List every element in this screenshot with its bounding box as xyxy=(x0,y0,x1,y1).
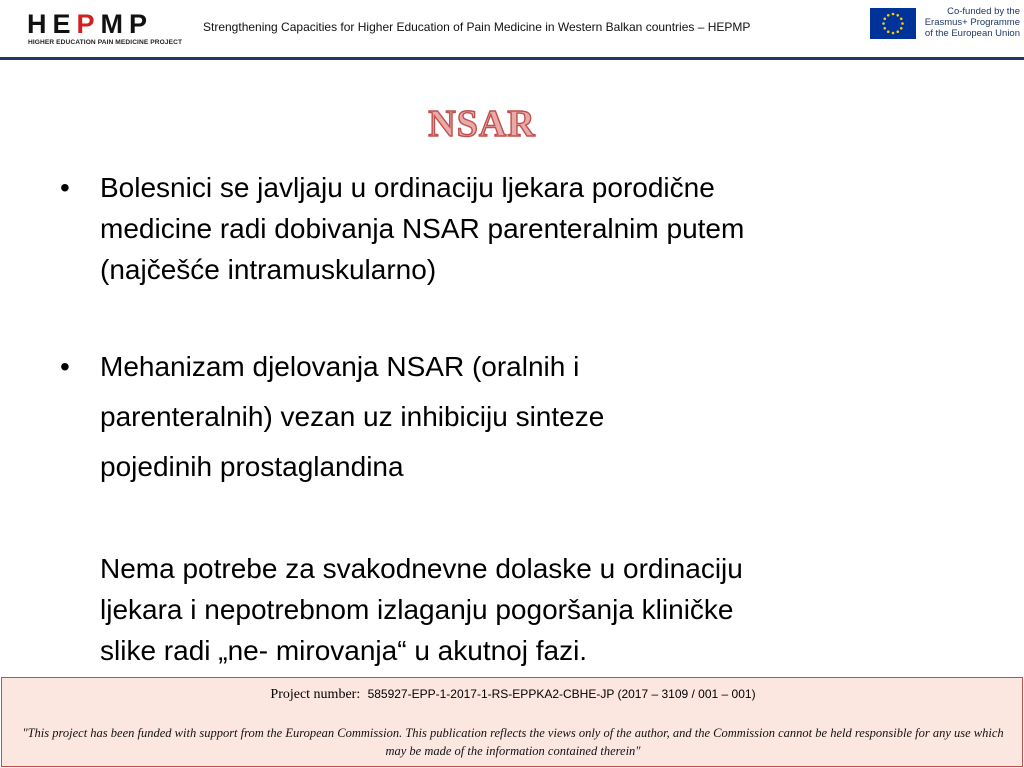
paragraph-line: (najčešće intramuskularno) xyxy=(100,254,437,285)
logo-letter-accent: P xyxy=(76,9,101,39)
eu-text-line: Co-funded by the xyxy=(947,6,1020,17)
header-divider xyxy=(0,57,1024,60)
header-title: Strengthening Capacities for Higher Education of Pain Medicine in Western Balkan countries – HEPMP xyxy=(203,20,751,34)
paragraph-line: pojedinih prostaglandina xyxy=(100,451,404,482)
eu-text-line: of the European Union xyxy=(924,28,1020,39)
paragraph-line: slike radi „ne- mirovanja“ u akutnoj fazi. xyxy=(100,635,588,666)
logo-wordmark xyxy=(27,9,153,39)
paragraph-3 xyxy=(100,548,980,671)
slide-header xyxy=(0,0,1024,58)
paragraph-line: medicine radi dobivanja NSAR parenteralnim putem xyxy=(100,213,745,244)
bullet-marker: • xyxy=(60,172,70,203)
eu-text-line: Erasmus+ Programme xyxy=(924,17,1020,28)
project-number-value: 585927-EPP-1-2017-1-RS-EPPKA2-CBHE-JP (2017 – 3109 / 001 – 001) xyxy=(367,687,756,701)
bullet-marker: • xyxy=(60,351,70,382)
project-number-label: Project number: xyxy=(270,687,361,702)
project-number-row xyxy=(2,686,1024,703)
logo-letters-right: MP xyxy=(100,9,154,39)
bullet-paragraph-1 xyxy=(100,167,980,290)
slide-footer xyxy=(1,677,1023,767)
paragraph-line: parenteralnih) vezan uz inhibiciju sinteze xyxy=(100,401,605,432)
eu-cofunded-text xyxy=(920,6,1020,39)
funding-disclaimer: "This project has been funded with support from the European Commission. This publication reflects the views only of the author, and the Commission cannot be held responsible for any use which may be made of the information contained therein" xyxy=(22,726,1004,758)
logo-letters-left: HE xyxy=(27,9,77,39)
paragraph-line: Nema potrebe za svakodnevne dolaske u ordinaciju xyxy=(100,553,743,584)
paragraph-line: Mehanizam djelovanja NSAR (oralnih i xyxy=(100,351,580,382)
logo-subtitle: HIGHER EDUCATION PAIN MEDICINE PROJECT xyxy=(28,39,183,46)
paragraph-line: ljekara i nepotrebnom izlaganju pogoršanja kliničke xyxy=(100,594,734,625)
hepmp-logo xyxy=(27,9,189,49)
eu-flag-icon xyxy=(870,8,916,39)
paragraph-line: Bolesnici se javljaju u ordinaciju ljekara porodične xyxy=(100,172,715,203)
bullet-paragraph-2 xyxy=(100,342,980,492)
slide-title: NSAR xyxy=(428,103,536,145)
